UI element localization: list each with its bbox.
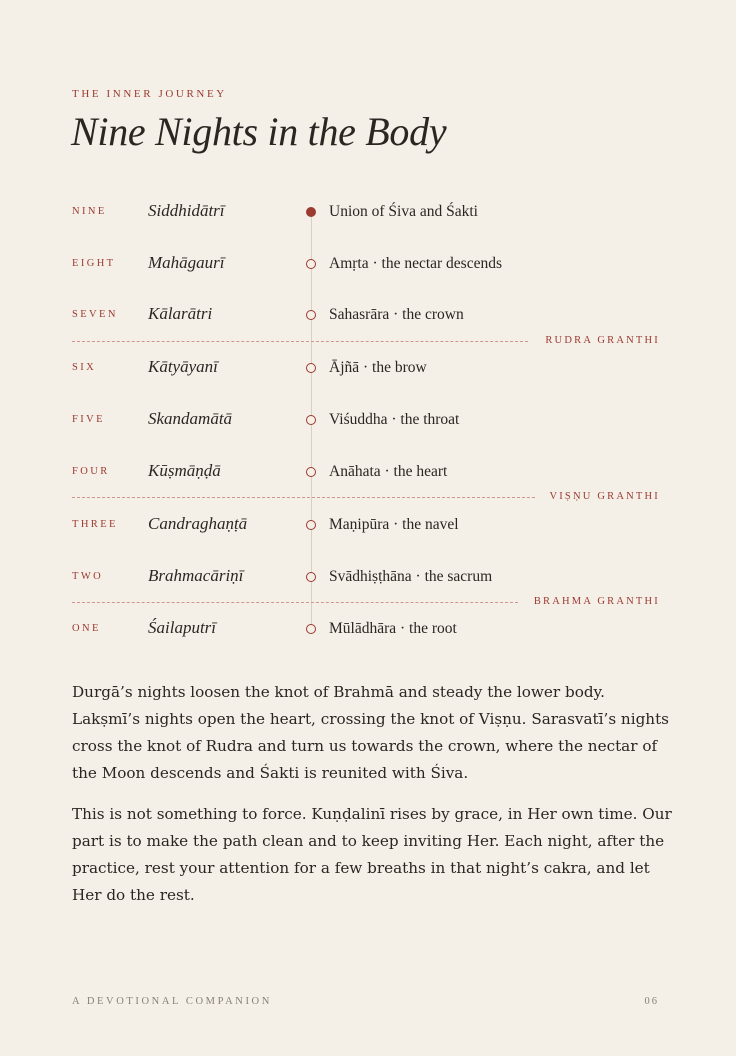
night-row-five <box>0 409 736 433</box>
marker-dot <box>306 259 316 269</box>
knot-divider-vishnu <box>72 491 660 503</box>
night-number: THREE <box>72 519 118 530</box>
night-description: Maṇipūra · the navel <box>329 516 459 533</box>
body-paragraph: Durgā’s nights loosen the knot of Brahmā and steady the lower body. Lakṣmī’s nights open the heart, crossing the knot of Viṣṇu. Sarasvatī’s nights cross the knot of Rudra and turn us towards the crown, where the nectar of the Moon descends and Śakti is reunited with Śiva. <box>72 683 669 782</box>
night-description: Sahasrāra · the crown <box>329 306 464 323</box>
knot-label: BRAHMA GRANTHI <box>533 596 660 607</box>
night-number: TWO <box>72 571 104 582</box>
marker-dot <box>306 624 316 634</box>
body-paragraph: This is not something to force. Kuṇḍalinī rises by grace, in Her own time. Our part is to make the path clean and to keep inviting Her. Each night, after the practice, rest your attention for a few breaths in that night’s cakra, and let Her do the rest. <box>72 805 672 904</box>
goddess-name: Kātyāyanī <box>148 357 218 376</box>
night-description: Mūlādhāra · the root <box>329 620 457 637</box>
marker-dot <box>306 310 316 320</box>
marker-dot <box>306 467 316 477</box>
night-number: ONE <box>72 623 101 634</box>
night-number: SIX <box>72 362 97 373</box>
footer-title: A DEVOTIONAL COMPANION <box>72 996 272 1007</box>
page-title: Nine Nights in the Body <box>71 109 447 154</box>
marker-dot <box>306 415 316 425</box>
dashed-divider <box>72 602 518 603</box>
goddess-name: Candraghaṇṭā <box>148 514 248 533</box>
goddess-name: Śailaputrī <box>148 618 217 637</box>
night-description: Svādhiṣṭhāna · the sacrum <box>329 568 493 585</box>
night-description: Ājñā · the brow <box>329 359 427 376</box>
page-number: 06 <box>644 996 659 1007</box>
night-row-three <box>0 514 736 538</box>
goddess-name: Skandamātā <box>148 409 233 428</box>
night-number: FIVE <box>72 414 105 425</box>
night-row-two <box>0 566 736 590</box>
night-description: Amṛta · the nectar descends <box>329 255 503 272</box>
knot-label: RUDRA GRANTHI <box>545 335 660 346</box>
night-row-eight <box>0 253 736 277</box>
night-number: EIGHT <box>72 258 116 269</box>
night-row-one <box>0 618 736 642</box>
goddess-name: Brahmacāriṇī <box>148 566 244 585</box>
eyebrow: THE INNER JOURNEY <box>72 88 227 100</box>
goddess-name: Kālarātri <box>148 304 213 323</box>
night-number: SEVEN <box>72 309 118 320</box>
night-description: Anāhata · the heart <box>329 463 448 480</box>
night-description: Viśuddha · the throat <box>329 411 460 428</box>
night-number: FOUR <box>72 466 110 477</box>
night-row-seven <box>0 304 736 328</box>
night-number: NINE <box>72 206 107 217</box>
knot-divider-brahma <box>72 596 660 608</box>
marker-dot <box>306 572 316 582</box>
dashed-divider <box>72 341 528 342</box>
goddess-name: Siddhidātrī <box>148 201 225 220</box>
current-marker-dot <box>306 207 316 217</box>
marker-dot <box>306 520 316 530</box>
night-row-nine <box>0 201 736 225</box>
knot-label: VIṢṆU GRANTHI <box>549 491 660 502</box>
night-description: Union of Śiva and Śakti <box>329 203 478 220</box>
knot-divider-rudra <box>72 335 660 347</box>
goddess-name: Mahāgaurī <box>148 253 225 272</box>
dashed-divider <box>72 497 535 498</box>
goddess-name: Kūṣmāṇḍā <box>148 461 221 480</box>
night-row-four <box>0 461 736 485</box>
marker-dot <box>306 363 316 373</box>
night-row-six <box>0 357 736 381</box>
